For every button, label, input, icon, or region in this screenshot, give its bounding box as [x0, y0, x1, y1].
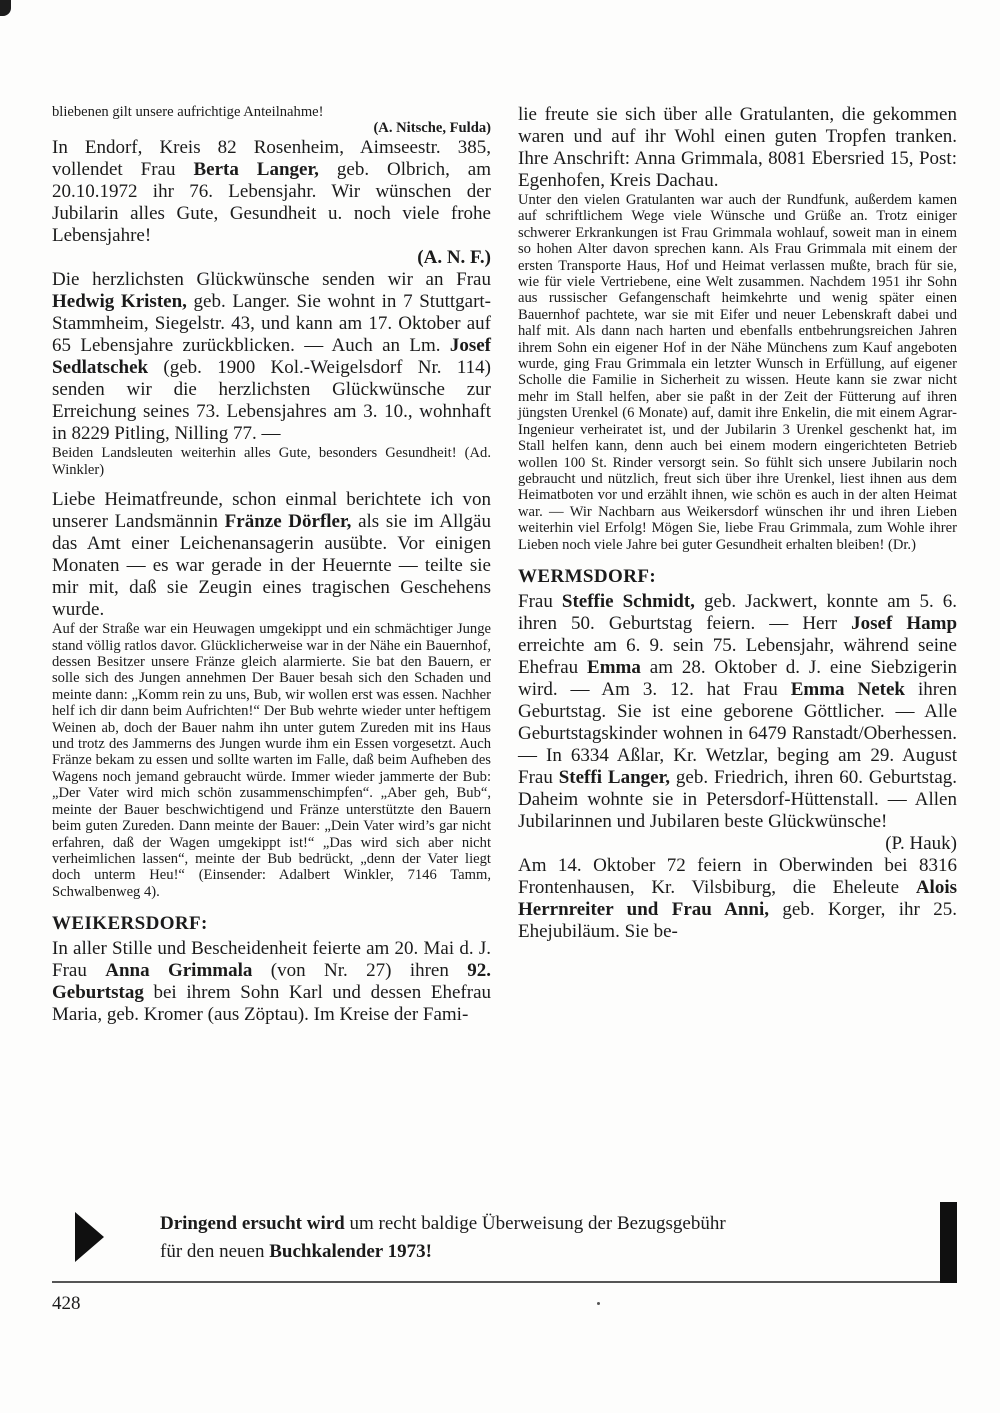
- bold-run: Fränze Dörfler,: [224, 511, 352, 533]
- black-bar: [940, 1202, 957, 1283]
- text-run: In aller Stille und Bescheidenheit feierte am 20. Mai d. J. Frau: [52, 938, 491, 982]
- text-run: (geb. 1900 Kol.-Weigelsdorf Nr. 114) senden wir die herzlichsten Glückwünsche zur Erreichung seines 73. Lebensjahres am 3. 10., wohnhaft in 8229 Pitling, Nilling 77. —: [52, 357, 491, 445]
- text-run: als sie im Allgäu das Amt einer Leichenansagerin ausübte. Vor einigen Monaten — es war gerade in der Heuernte — teilte sie mir mit, daß sie Zeugin eines tragischen Geschehens wurde.: [52, 511, 491, 621]
- text-run: ihren Geburtstag. Sie ist eine geborene Göttlicher. — Alle Geburtstagskinder wohnen in 6479 Ranstadt/Oberhessen. — In 6334 Aßlar, Kr. Wetzlar, beging am 29. August Frau: [518, 678, 957, 788]
- subscription-banner: [52, 1202, 957, 1283]
- text-run: lie freute sie sich über alle Gratulanten, die gekommen waren und auf ihr Wohl einen guten Tropfen tranken. Ihre Anschrift: Anna Grimmala, 8081 Ebersried 15, Post: Egenhofen, Kreis Dachau.: [518, 104, 957, 191]
- grimmala-birthday-paragraph: [52, 938, 491, 1026]
- bold-run: WEIKERSDORF:: [52, 913, 208, 935]
- banner-text: [160, 1210, 726, 1266]
- text-run: In Endorf, Kreis 82 Rosenheim, Aimseestr. 385, vollendet Frau: [52, 137, 491, 181]
- heading-wermsdorf: [518, 566, 957, 588]
- text-run: Frau: [518, 590, 562, 612]
- text-run: erreichte am 6. 9. sein 75. Lebensjahr, während seine Ehefrau: [518, 634, 957, 678]
- bold-run: Emma: [587, 656, 641, 678]
- text-run: (P. Hauk): [885, 832, 957, 854]
- arrow-right-icon: [75, 1212, 104, 1262]
- text-run: geb. Olbrich, am 20.10.1972 ihr 76. Lebensjahr. Wir wünschen der Jubilarin alles Gute, Gesundheit u. noch viele frohe Lebensjahre!: [52, 159, 492, 247]
- bold-run: 92. Geburtstag: [52, 960, 492, 1004]
- bold-run: (A. Nitsche, Fulda): [373, 120, 491, 137]
- banner-line: [160, 1210, 726, 1238]
- byline-hauk: [518, 833, 957, 855]
- text-run: für den neuen: [160, 1241, 270, 1262]
- continued-condolence-paragraph: [52, 104, 491, 120]
- bold-run: Josef Sedlatschek: [52, 335, 491, 379]
- text-run: geb. Langer. Sie wohnt in 7 Stuttgart-Stammheim, Siegelstr. 43, und kann am 17. Oktober auf 65 Lebensjahre zurückblicken. — Auch an Lm.: [52, 291, 491, 357]
- bold-run: (A. N. F.): [417, 247, 491, 269]
- bold-run: Anna Grimmala: [105, 960, 253, 982]
- bold-run: Josef Hamp: [851, 612, 958, 634]
- bold-run: Dringend ersucht wird: [160, 1213, 345, 1234]
- wermsdorf-birthdays-paragraph: [518, 591, 957, 833]
- text-run: bliebenen gilt unsere aufrichtige Anteilnahme!: [52, 104, 324, 120]
- text-run: Unter den vielen Gratulanten war auch der Rundfunk, außerdem kamen auf schriftlichem Wege viele Wünsche und Grüße an. Trotz einiger schwerer Erkrankungen ist Frau Grimmala wohlauf, soweit man in einem so hohen Alter davon sprechen kann. Als Frau Grimmala mit einem der ersten Transporte Haus, Hof und Heimat verlassen mußte, brach für sie, wie für viele Vertriebene, eine Welt zusammen. Nachdem 1951 ihr Sohn aus russischer Gefangenschaft heimkehrte und wenig später einen Bauernhof pachtete, war sie mit Eifer und neuer Lebenskraft dabei und half mit. Als dann nach harten und ebenfalls entbehrungsreichen Jahren ihrem Sohn ein eigener Hof in der Nähe Münchens zum Kauf angeboten wurde, ging Frau Grimmala ein letzter Wunsch in Erfüllung, auf eigener Scholle die Familie in Sicherheit zu wissen. Heute kann sie zwar nicht mehr im Stall helfen, aber sie paßt in der Zeit der Fütterung auf ihren jüngsten Urenkel (6 Monate) auf, damit ihre Enkelin, die mit einem Agrar-Ingenieur verheiratet ist, und der Jubilarin 3 Urenkel geschenkt hat, im Stall helfen kann, denn auch bei einem modern eingerichteten Betrieb wollen 100 St. Rinder versorgt sein. So fühlt sich unsere Jubilarin noch gebraucht und nützlich, freut sich über ihre Urenkel, liest ihnen aus dem Heimatboten vor und erzählt ihnen, wie schön es auch in der alten Heimat war. — Wir Nachbarn aus Weikersdorf wünschen ihr und ihren Lieben weiterhin viel Erfolg! Mögen Sie, liebe Frau Grimmala, zum Wohle ihrer Lieben noch viele Jahre bei guter Gesundheit erhalten bleiben! (Dr.): [518, 192, 957, 553]
- bold-run: Berta Langer,: [193, 159, 319, 181]
- bold-run: Emma Netek: [790, 678, 905, 700]
- birthday-notice-berta-langer: [52, 137, 491, 247]
- heuwagen-story-paragraph: [52, 621, 491, 900]
- scan-artifact: [0, 0, 11, 16]
- birthday-notice-kristen-sedlatschek: [52, 269, 491, 445]
- text-columns: [52, 104, 957, 1026]
- text-run: geb. Korger, ihr 25. Ehejubiläum. Sie be-: [518, 898, 957, 942]
- text-run: um recht baldige Überweisung der Bezugsgebühr: [344, 1213, 726, 1234]
- grimmala-story-paragraph: [518, 192, 957, 553]
- wish-winkler: [52, 445, 491, 478]
- bold-run: Steffi Langer,: [558, 766, 671, 788]
- grimmala-continuation-paragraph: [518, 104, 957, 192]
- byline-anf: [52, 247, 491, 269]
- text-run: am 28. Oktober d. J. eine Siebzigerin wird. — Am 3. 12. hat Frau: [518, 656, 957, 700]
- scan-speck: [597, 1302, 600, 1305]
- bold-run: Buchkalender 1973!: [269, 1241, 432, 1262]
- text-run: geb. Jackwert, konnte am 5. 6. ihren 50. Geburtstag feiern. — Herr: [518, 590, 957, 634]
- text-run: Liebe Heimatfreunde, schon einmal berichtete ich von unserer Landsmännin: [52, 489, 491, 533]
- bold-run: Steffie Schmidt,: [561, 590, 695, 612]
- text-run: (von Nr. 27) ihren: [252, 960, 468, 982]
- text-run: bei ihrem Sohn Karl und dessen Ehefrau Maria, geb. Kromer (aus Zöptau). Im Kreise der Fami-: [52, 982, 491, 1026]
- text-run: Die herzlichsten Glückwünsche senden wir an Frau: [52, 269, 491, 291]
- text-run: geb. Friedrich, ihren 60. Geburtstag. Daheim wohnte sie in Petersdorf-Hüttenstall. — Allen Jubilarinnen und Jubilaren beste Glückwünsche!: [518, 766, 958, 832]
- text-run: Am 14. Oktober 72 feiern in Oberwinden bei 8316 Frontenhausen, Kr. Vilsbiburg, die Eheleute: [518, 854, 957, 898]
- banner-line: [160, 1238, 726, 1266]
- column-left: [52, 104, 491, 1026]
- bold-run: Hedwig Kristen,: [52, 291, 187, 313]
- text-run: Auf der Straße war ein Heuwagen umgekippt und ein schmächtiger Junge stand völlig ratlos davor. Glücklicherweise war in der Nähe ein Bauernhof, dessen Besitzer unsere Fränze gleich alarmierte. Sie bat den Bauern, er solle sich des Jungen annehmen Der Bauer besah sich den Schaden und meinte dann: „Komm rein zu uns, Bub, wir wollen erst was essen. Nachher helf ich dir dann beim Aufrichten!“ Der Bub wehrte wieder unter heftigem Weinen ab, doch der Bauer nahm ihn unter gutem Zureden mit ins Haus und trotz des Jammerns des Jungen wurde ihm ein Essen vorgesetzt. Auch Fränze bekam zu essen und sollte warten im Falle, daß beim Aufheben des Wagens noch jemand gebraucht würde. Immer wieder jammerte der Bub: „Der Vater wird mich schön zusammenschimpfen“. „Aber geh, Bub“, meinte der Bauer beschwichtigend und Fränze unterstützte den Bauern beim guten Zureden. Dann meinte der Bauer: „Dein Vater wird’s gar nicht erfahren, daß der Wagen umgekippt ist!“ „Das wird sich aber nicht verheimlichen lassen“, meinte der Bub bedrückt, „denn der Vater liegt doch unterm Heu!“ (Einsender: Adalbert Winkler, 7146 Tamm, Schwalbenweg 4).: [52, 621, 491, 900]
- bold-run: WERMSDORF:: [518, 565, 657, 587]
- column-right: [518, 104, 957, 1026]
- heading-weikersdorf: [52, 913, 491, 935]
- byline-nitsche: [52, 120, 491, 137]
- page-number: 428: [52, 1293, 81, 1314]
- bold-run: Alois Herrnreiter und Frau Anni,: [518, 876, 957, 920]
- text-run: Beiden Landsleuten weiterhin alles Gute, besonders Gesundheit! (Ad. Winkler): [52, 445, 491, 478]
- doerfler-intro-paragraph: [52, 489, 491, 621]
- herrnreiter-jubilee-paragraph: [518, 855, 957, 943]
